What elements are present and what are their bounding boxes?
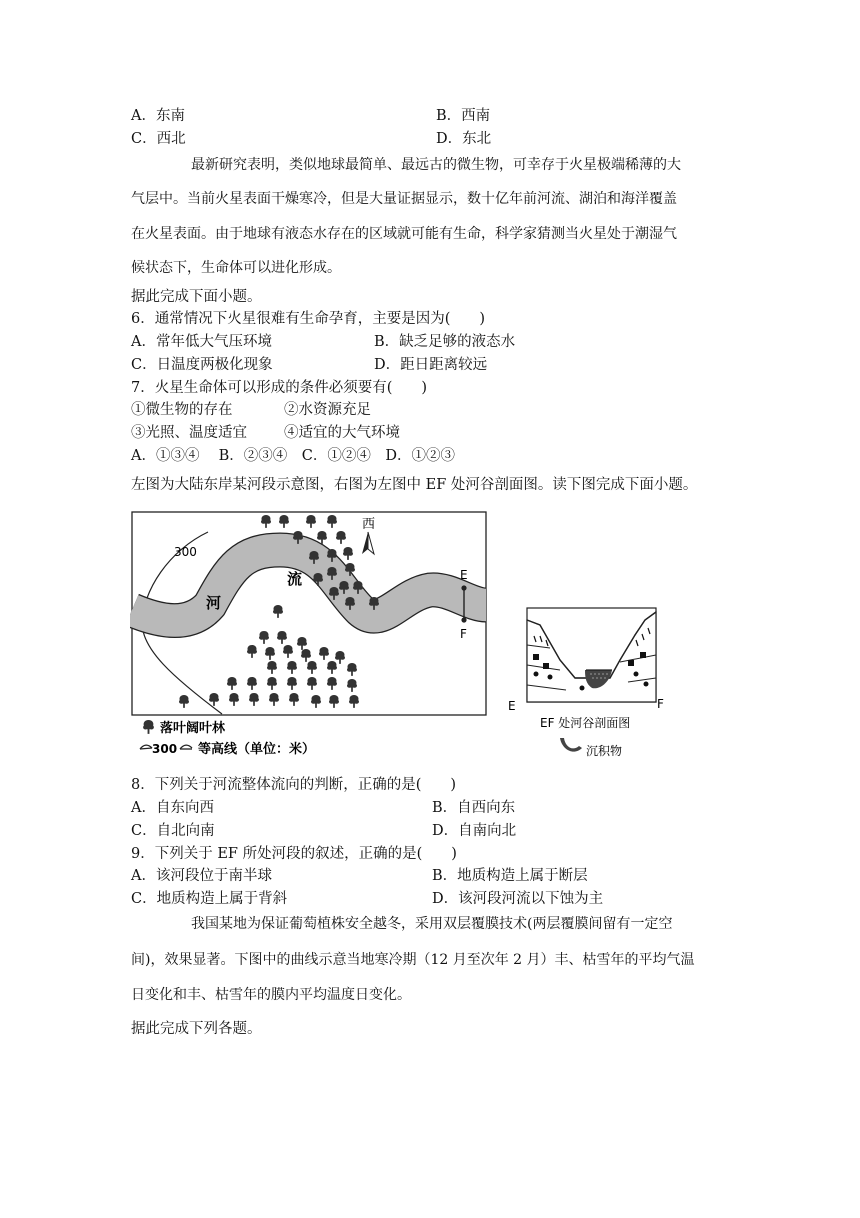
q8-stem: 8．下列关于河流整体流向的判断，正确的是( ) bbox=[131, 777, 457, 793]
q7-condition-3: ③光照、温度适宜 bbox=[131, 425, 247, 441]
q9-option-a: A．该河段位于南半球 bbox=[131, 868, 272, 884]
point-e bbox=[461, 585, 466, 590]
q7-options: A．①③④ B．②③④ C．①②④ D．①②③ bbox=[131, 448, 455, 464]
q8-option-a: A．自东向西 bbox=[131, 800, 214, 816]
legend-contour-label: 等高线（单位：米） bbox=[198, 742, 316, 757]
q9-stem: 9．下列关于 EF 所处河段的叙述，正确的是( ) bbox=[131, 846, 457, 862]
passage-line: 气层中。当前火星表面干燥寒冷，但是大量证据显示，数十亿年前河流、湖泊和海洋覆盖 bbox=[131, 191, 677, 207]
sediment-legend-icon bbox=[560, 738, 582, 752]
passage-line: 最新研究表明，类似地球最简单、最远古的微生物，可幸存于火星极端稀薄的大 bbox=[191, 157, 681, 173]
q6-option-a: A．常年低大气压环境 bbox=[131, 334, 272, 350]
legend-forest-label: 落叶阔叶林 bbox=[160, 721, 226, 736]
q7-stem: 7．火星生命体可以形成的条件必须要有( ) bbox=[131, 380, 428, 396]
passage-line: 间)，效果显著。下图中的曲线示意当地寒冷期（12 月至次年 2 月）丰、枯雪年的平均气温 bbox=[131, 952, 695, 968]
river-intro: 左图为大陆东岸某河段示意图，右图为左图中 EF 处河谷剖面图。读下图完成下面小题。 bbox=[131, 477, 698, 493]
q5-option-a: A．东南 bbox=[131, 108, 185, 124]
instruction: 据此完成下面小题。 bbox=[131, 289, 262, 305]
q6-option-d: D．距日距离较远 bbox=[374, 357, 488, 373]
profile-label-f: F bbox=[657, 697, 664, 711]
map-label-f: F bbox=[460, 627, 467, 641]
q8-option-d: D．自南向北 bbox=[432, 823, 517, 839]
passage-line: 在火星表面。由于地球有液态水存在的区域就可能有生命，科学家猜测当火星处于潮湿气 bbox=[131, 226, 677, 242]
q7-condition-1: ①微生物的存在 bbox=[131, 402, 233, 418]
q6-option-b: B．缺乏足够的液态水 bbox=[374, 334, 516, 350]
q6-stem: 6．通常情况下火星很难有生命孕育，主要是因为( ) bbox=[131, 311, 486, 327]
river-label-1: 河 bbox=[206, 594, 222, 612]
map-label-e: E bbox=[460, 568, 468, 582]
q7-condition-2: ②水资源充足 bbox=[284, 402, 371, 418]
legend-tree-icon bbox=[143, 720, 154, 734]
q9-option-b: B．地质构造上属于断层 bbox=[432, 868, 588, 884]
sediment-legend-label: 沉积物 bbox=[586, 744, 623, 758]
q5-option-b: B．西南 bbox=[436, 108, 491, 124]
q8-option-c: C．自北向南 bbox=[131, 823, 215, 839]
passage-line: 我国某地为保证葡萄植株安全越冬，采用双层覆膜技术(两层覆膜间留有一定空 bbox=[191, 916, 673, 932]
valley-profile bbox=[500, 600, 670, 770]
passage-line: 候状态下，生命体可以进化形成。 bbox=[131, 260, 341, 276]
contour-label: 300 bbox=[174, 545, 197, 559]
profile-label-e: E bbox=[508, 699, 516, 713]
q7-condition-4: ④适宜的大气环境 bbox=[284, 425, 400, 441]
q9-option-d: D．该河段河流以下蚀为主 bbox=[432, 891, 604, 907]
profile-caption: EF 处河谷剖面图 bbox=[540, 716, 631, 730]
q5-option-d: D．东北 bbox=[436, 131, 492, 147]
point-f bbox=[461, 617, 466, 622]
river-map bbox=[130, 510, 490, 768]
direction-label-west: 西 bbox=[362, 517, 376, 532]
q5-option-c: C．西北 bbox=[131, 131, 186, 147]
river-label-2: 流 bbox=[287, 570, 303, 588]
q9-option-c: C．地质构造上属于背斜 bbox=[131, 891, 288, 907]
instruction: 据此完成下列各题。 bbox=[131, 1021, 262, 1037]
q6-option-c: C．日温度两极化现象 bbox=[131, 357, 273, 373]
legend-contour-value: 300 bbox=[152, 742, 178, 756]
passage-line: 日变化和丰、枯雪年的膜内平均温度日变化。 bbox=[131, 987, 411, 1003]
q8-option-b: B．自西向东 bbox=[432, 800, 516, 816]
